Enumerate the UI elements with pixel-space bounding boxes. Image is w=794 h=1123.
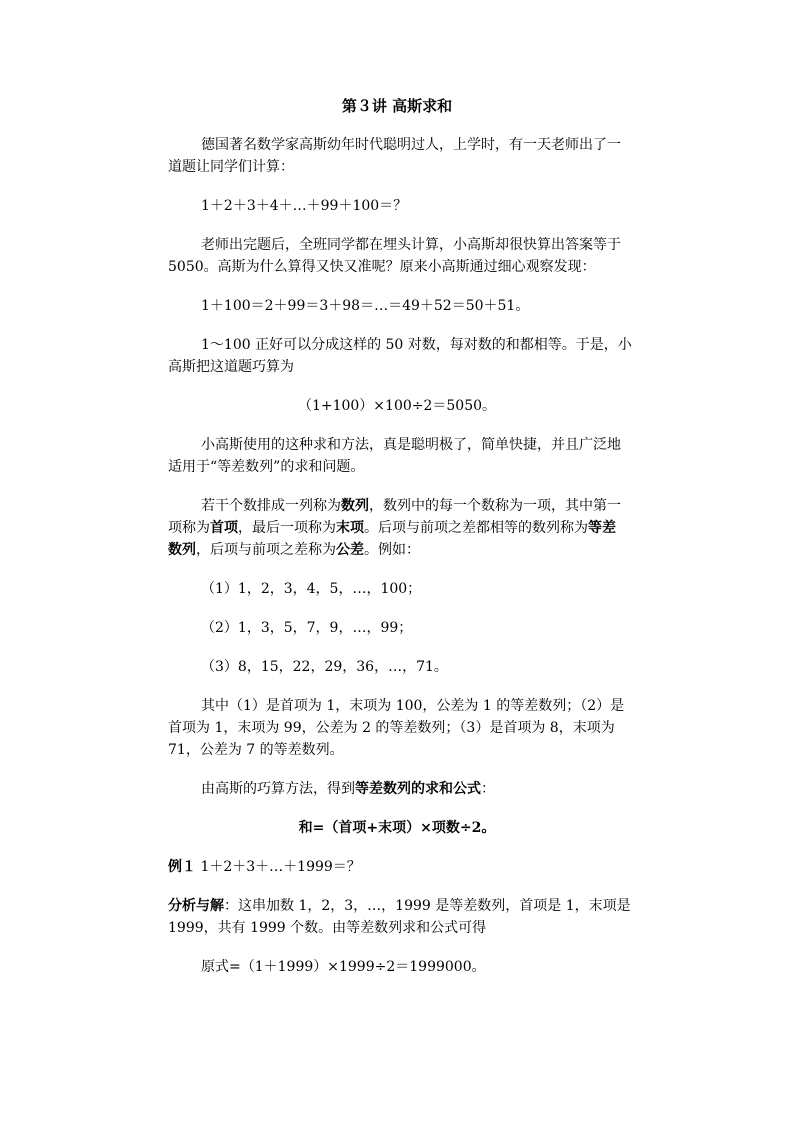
analysis-line-2: 1999，共有 1999 个数。由等差数列求和公式可得 [168,920,487,936]
page-title: 第３讲 高斯求和 [341,97,453,115]
pairs-explain-line-1: 1～100 正好可以分成这样的 50 对数，每对数的和都相等。于是，小 [201,337,632,353]
intro-line-1: 德国著名数学家高斯幼年时代聪明过人，上学时，有一天老师出了一 [201,137,621,153]
story-line-1: 老师出完题后，全班同学都在埋头计算，小高斯却很快算出答案等于 [201,237,621,253]
term-sequence: 数列 [341,498,369,514]
example-sequence-1: （1）1，2，3，4，5，…，100； [201,581,422,597]
problem-expression: 1＋2＋3＋4＋…＋99＋100＝？ [201,198,408,214]
definition-line-1: 若干个数排成一列称为数列，数列中的每一个数称为一项，其中第一 [201,498,621,514]
definition-line-3: 数列，后项与前项之差称为公差。例如： [168,542,420,558]
examples-explain-line-1: 其中（1）是首项为 1，末项为 100，公差为 1 的等差数列；（2）是 [201,698,625,714]
term-common-difference: 公差 [336,542,364,558]
story-line-2: 5050。高斯为什么算得又快又准呢？原来小高斯通过细心观察发现： [168,259,596,275]
example-1: 例１ 1＋2＋3＋…＋1999＝？ [168,859,361,875]
pairs-expression: 1＋100＝2＋99＝3＋98＝…＝49＋52＝50＋51。 [201,298,530,314]
analysis-label: 分析与解 [168,898,224,914]
examples-explain-line-2: 首项为 1，末项为 99，公差为 2 的等差数列；（3）是首项为 8，末项为 [168,720,615,736]
pairs-explain-line-2: 高斯把这道题巧算为 [168,359,294,375]
intro-line-2: 道题让同学们计算： [168,159,294,175]
method-line-2: 适用于“等差数列”的求和问题。 [168,459,365,475]
calc-expression: （1+100）×100÷2＝5050。 [297,398,497,414]
example-sequence-2: （2）1，3，5，7，9，…，99； [201,620,413,636]
sum-formula: 和=（首项+末项）×项数÷2。 [298,820,496,836]
method-line-1: 小高斯使用的这种求和方法，真是聪明极了，简单快捷，并且广泛地 [201,437,621,453]
term-arithmetic: 等差 [588,520,616,536]
definition-line-2: 项称为首项，最后一项称为末项。后项与前项之差都相等的数列称为等差 [168,520,616,536]
term-first-term: 首项 [210,520,238,536]
term-last-term: 末项 [336,520,364,536]
example-sequence-3: （3）8，15，22，29，36，…，71。 [201,659,448,675]
example-1-label: 例１ [168,859,196,875]
result-expression: 原式=（1＋1999）×1999÷2＝1999000。 [201,959,486,975]
examples-explain-line-3: 71，公差为 7 的等差数列。 [168,742,344,758]
formula-intro: 由高斯的巧算方法，得到等差数列的求和公式： [201,781,495,797]
analysis-line-1: 分析与解：这串加数 1，2，3，…，1999 是等差数列，首项是 1，末项是 [168,898,631,914]
